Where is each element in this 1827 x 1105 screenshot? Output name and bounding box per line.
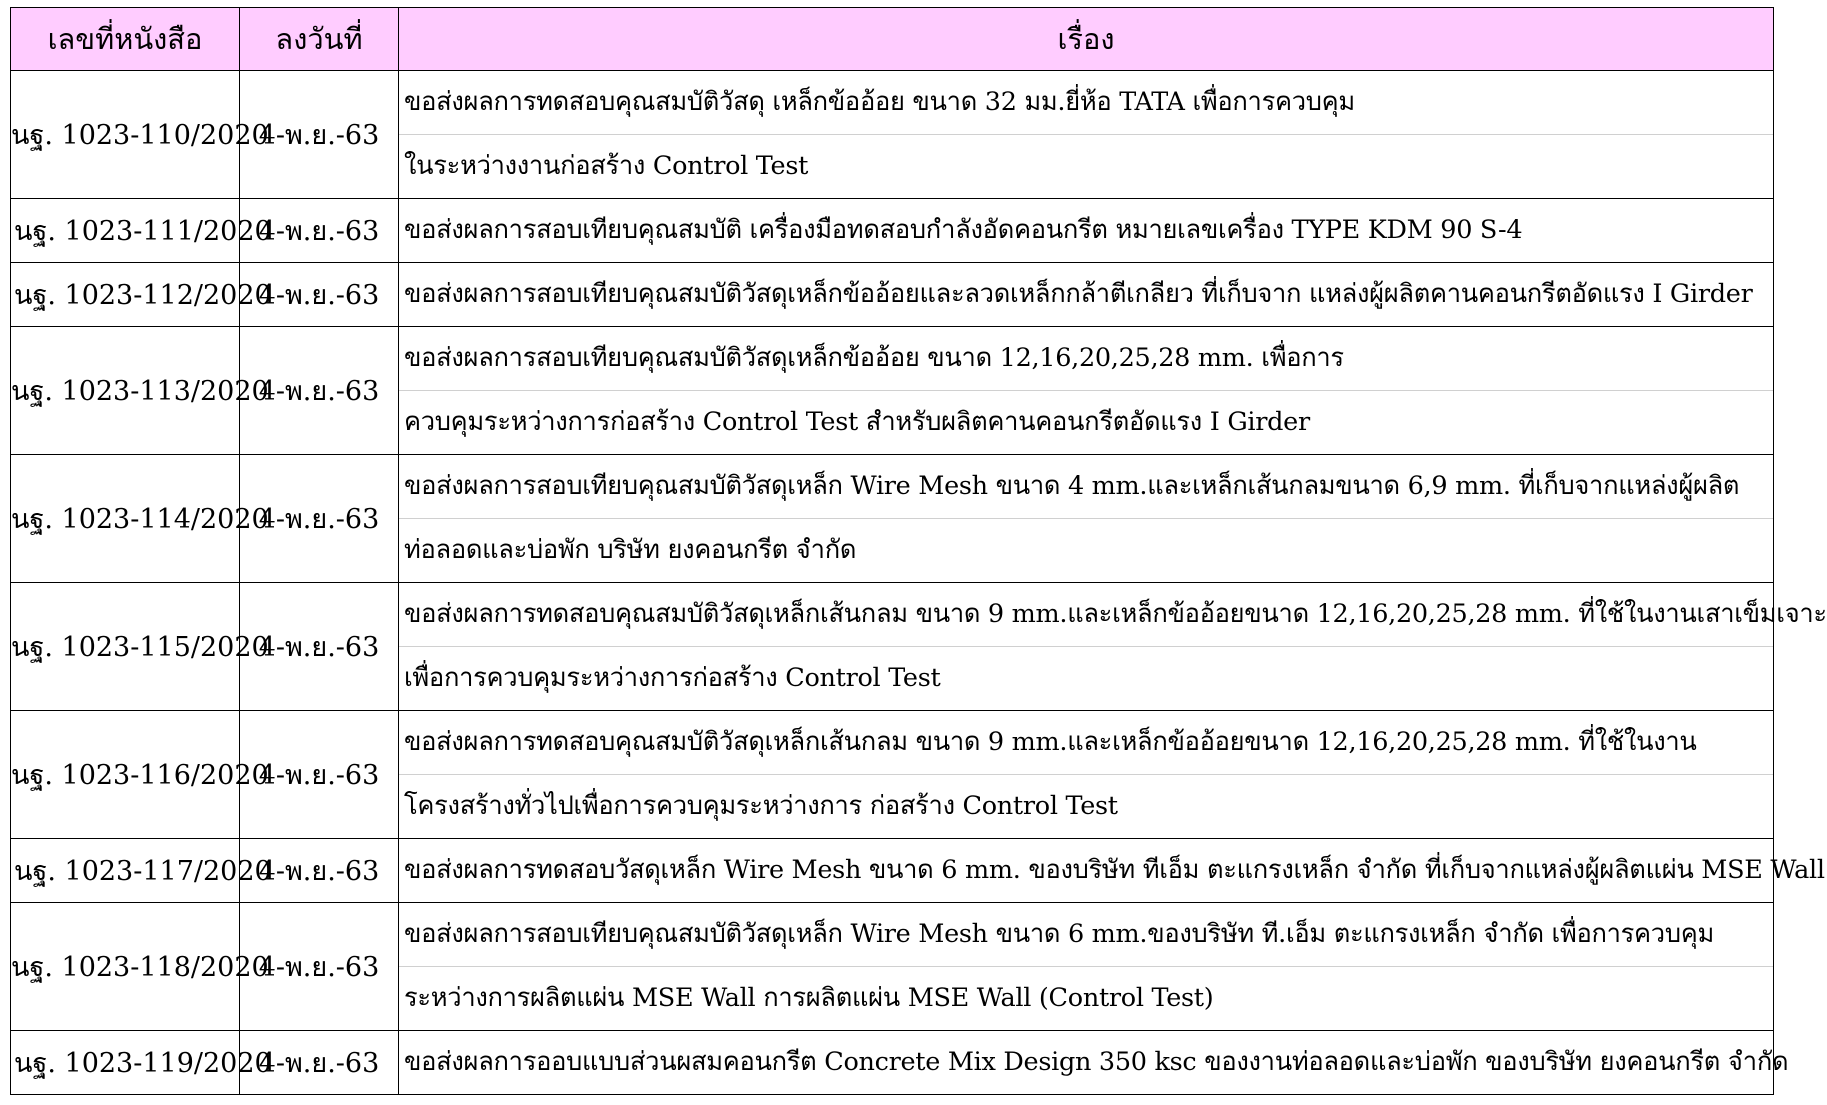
table-row <box>11 199 1774 263</box>
subject-line: ขอส่งผลการสอบเทียบคุณสมบัติวัสดุเหล็ก Wire Mesh ขนาด 6 mm.ของบริษัท ที.เอ็ม ตะแกรงเหล็ก จำกัด เพื่อการควบคุม <box>404 919 1714 949</box>
header-row <box>11 8 1774 71</box>
subject-cell <box>399 711 1774 839</box>
subject-line: ขอส่งผลการสอบเทียบคุณสมบัติวัสดุเหล็กข้ออ้อย ขนาด 12,16,20,25,28 mm. เพื่อการ <box>404 343 1344 373</box>
subject-line: ขอส่งผลการสอบเทียบคุณสมบัติวัสดุเหล็ก Wire Mesh ขนาด 4 mm.และเหล็กเส้นกลมขนาด 6,9 mm. ที่เก็บจากแหล่งผู้ผลิต <box>404 471 1740 501</box>
subject-line: ในระหว่างงานก่อสร้าง Control Test <box>399 134 1773 198</box>
header-doc-number: เลขที่หนังสือ <box>11 8 240 71</box>
date-cell: 4-พ.ย.-63 <box>240 839 399 903</box>
date-cell: 4-พ.ย.-63 <box>240 71 399 199</box>
table-row <box>11 263 1774 327</box>
date-cell: 4-พ.ย.-63 <box>240 455 399 583</box>
subject-cell <box>399 903 1774 1031</box>
subject-cell <box>399 199 1774 263</box>
document-register-table <box>10 7 1827 1095</box>
subject-cell <box>399 327 1774 455</box>
table-row <box>11 839 1774 903</box>
table-body <box>11 71 1827 1095</box>
date-cell: 4-พ.ย.-63 <box>240 327 399 455</box>
table-row <box>11 71 1774 199</box>
header-date: ลงวันที่ <box>240 8 399 71</box>
date-cell: 4-พ.ย.-63 <box>240 903 399 1031</box>
doc-number-cell: นฐ. 1023-119/2020 <box>11 1031 240 1095</box>
subject-cell <box>399 1031 1789 1095</box>
doc-number-cell: นฐ. 1023-111/2020 <box>11 199 240 263</box>
doc-number-cell: นฐ. 1023-110/2020 <box>11 71 240 199</box>
doc-number-cell: นฐ. 1023-116/2020 <box>11 711 240 839</box>
table-row <box>11 1031 1774 1095</box>
subject-cell <box>399 839 1825 903</box>
subject-cell <box>399 71 1774 199</box>
table-row <box>11 455 1774 583</box>
date-cell: 4-พ.ย.-63 <box>240 199 399 263</box>
doc-number-cell: นฐ. 1023-112/2020 <box>11 263 240 327</box>
subject-line: ระหว่างการผลิตแผ่น MSE Wall การผลิตแผ่น MSE Wall (Control Test) <box>399 966 1773 1030</box>
doc-number-cell: นฐ. 1023-118/2020 <box>11 903 240 1031</box>
subject-line: ขอส่งผลการทดสอบคุณสมบัติวัสดุ เหล็กข้ออ้อย ขนาด 32 มม.ยี่ห้อ TATA เพื่อการควบคุม <box>404 87 1355 117</box>
subject-line: ควบคุมระหว่างการก่อสร้าง Control Test สำหรับผลิตคานคอนกรีตอัดแรง I Girder <box>399 390 1773 454</box>
subject-line: ขอส่งผลการสอบเทียบคุณสมบัติ เครื่องมือทดสอบกำลังอัดคอนกรีต หมายเลขเครื่อง TYPE KDM 90 S-4 <box>404 215 1523 245</box>
header-subject: เรื่อง <box>399 8 1774 71</box>
table-row <box>11 903 1774 1031</box>
subject-line: ท่อลอดและบ่อพัก บริษัท ยงคอนกรีต จำกัด <box>399 518 1773 582</box>
date-cell: 4-พ.ย.-63 <box>240 263 399 327</box>
doc-number-cell: นฐ. 1023-113/2020 <box>11 327 240 455</box>
date-cell: 4-พ.ย.-63 <box>240 711 399 839</box>
subject-line: เพื่อการควบคุมระหว่างการก่อสร้าง Control Test <box>399 646 1773 710</box>
doc-number-cell: นฐ. 1023-117/2020 <box>11 839 240 903</box>
date-cell: 4-พ.ย.-63 <box>240 583 399 711</box>
subject-line: โครงสร้างทั่วไปเพื่อการควบคุมระหว่างการ ก่อสร้าง Control Test <box>399 774 1773 838</box>
subject-line: ขอส่งผลการทดสอบคุณสมบัติวัสดุเหล็กเส้นกลม ขนาด 9 mm.และเหล็กข้ออ้อยขนาด 12,16,20,25,28 mm. ที่ใช้ในงานเสาเข็มเจาะ <box>404 599 1827 629</box>
subject-line: ขอส่งผลการทดสอบคุณสมบัติวัสดุเหล็กเส้นกลม ขนาด 9 mm.และเหล็กข้ออ้อยขนาด 12,16,20,25,28 mm. ที่ใช้ในงาน <box>404 727 1697 757</box>
date-cell: 4-พ.ย.-63 <box>240 1031 399 1095</box>
subject-line: ขอส่งผลการออบแบบส่วนผสมคอนกรีต Concrete Mix Design 350 ksc ของงานท่อลอดและบ่อพัก ของบริษัท ยงคอนกรีต จำกัด <box>404 1047 1789 1077</box>
doc-number-cell: นฐ. 1023-114/2020 <box>11 455 240 583</box>
subject-cell <box>399 263 1774 327</box>
table-row <box>11 711 1774 839</box>
table-row <box>11 583 1774 711</box>
subject-line: ขอส่งผลการสอบเทียบคุณสมบัติวัสดุเหล็กข้ออ้อยและลวดเหล็กกล้าตีเกลียว ที่เก็บจาก แหล่งผู้ผลิตคานคอนกรีตอัดแรง I Girder <box>404 279 1753 309</box>
doc-number-cell: นฐ. 1023-115/2020 <box>11 583 240 711</box>
subject-cell <box>399 455 1774 583</box>
subject-cell <box>399 583 1827 711</box>
subject-line: ขอส่งผลการทดสอบวัสดุเหล็ก Wire Mesh ขนาด 6 mm. ของบริษัท ทีเอ็ม ตะแกรงเหล็ก จำกัด ที่เก็บจากแหล่งผู้ผลิตแผ่น MSE Wall <box>404 855 1825 885</box>
table-row <box>11 327 1774 455</box>
